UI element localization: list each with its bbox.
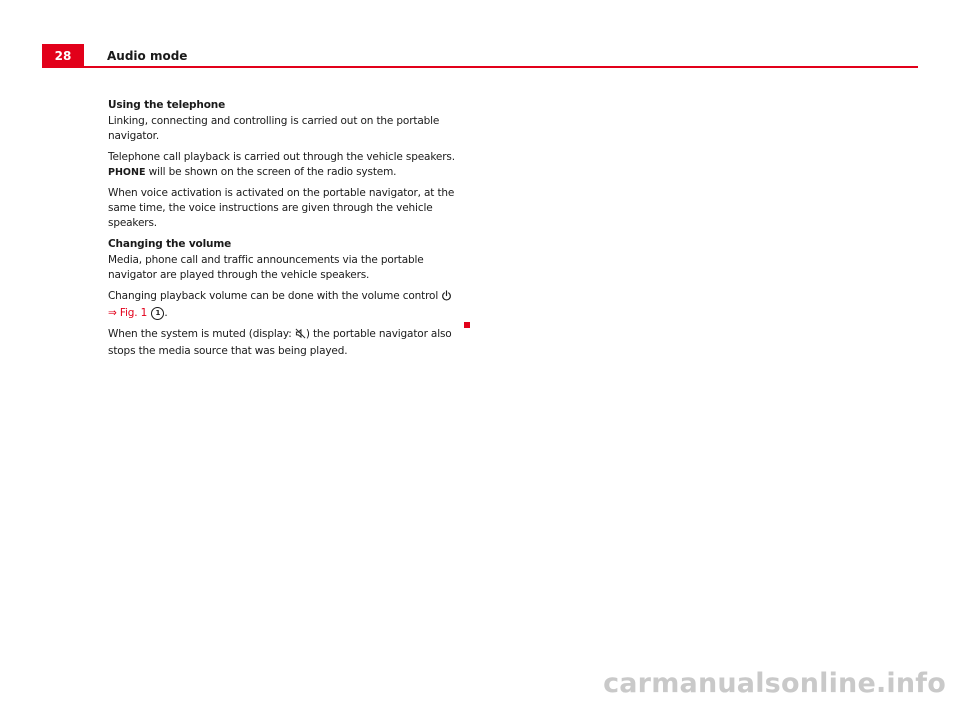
paragraph-volume-control	[108, 289, 468, 321]
page-number: 28	[42, 44, 84, 68]
power-icon	[441, 290, 452, 306]
heading-changing-volume: Changing the volume	[108, 238, 232, 250]
volume-control-text: Changing playback volume can be done with the volume control	[108, 290, 439, 302]
heading-using-telephone: Using the telephone	[108, 99, 226, 111]
watermark-text: carmanualsonline.info	[603, 668, 946, 699]
paragraph-linking: Linking, connecting and controlling is carried out on the portable navigator.	[108, 115, 440, 142]
phone-display-label: PHONE	[108, 167, 146, 178]
section-end-marker	[464, 322, 470, 328]
figure-reference-link[interactable]: ⇒ Fig. 1	[108, 307, 148, 319]
callout-number-badge: 1	[151, 307, 164, 320]
sentence-period: .	[164, 307, 168, 319]
call-playback-text: Telephone call playback is carried out through the vehicle speakers.	[108, 151, 455, 163]
mute-icon	[295, 328, 306, 344]
header-divider	[84, 66, 918, 68]
paragraph-media: Media, phone call and traffic announcements via the portable navigator are played through the vehicle speakers.	[108, 254, 424, 281]
page-header	[0, 0, 960, 70]
muted-text-before: When the system is muted (display:	[108, 328, 292, 340]
paragraph-voice-activation: When voice activation is activated on the portable navigator, at the same time, the voice instructions are given through the vehicle speakers.	[108, 187, 455, 229]
section-title: Audio mode	[107, 49, 188, 63]
paragraph-call-playback	[108, 150, 468, 180]
manual-content	[108, 98, 468, 365]
call-playback-text-cont: will be shown on the screen of the radio system.	[148, 166, 397, 178]
paragraph-muted	[108, 327, 468, 359]
muted-text-after: ) the portable navigator also stops the media source that was being played.	[108, 328, 452, 357]
